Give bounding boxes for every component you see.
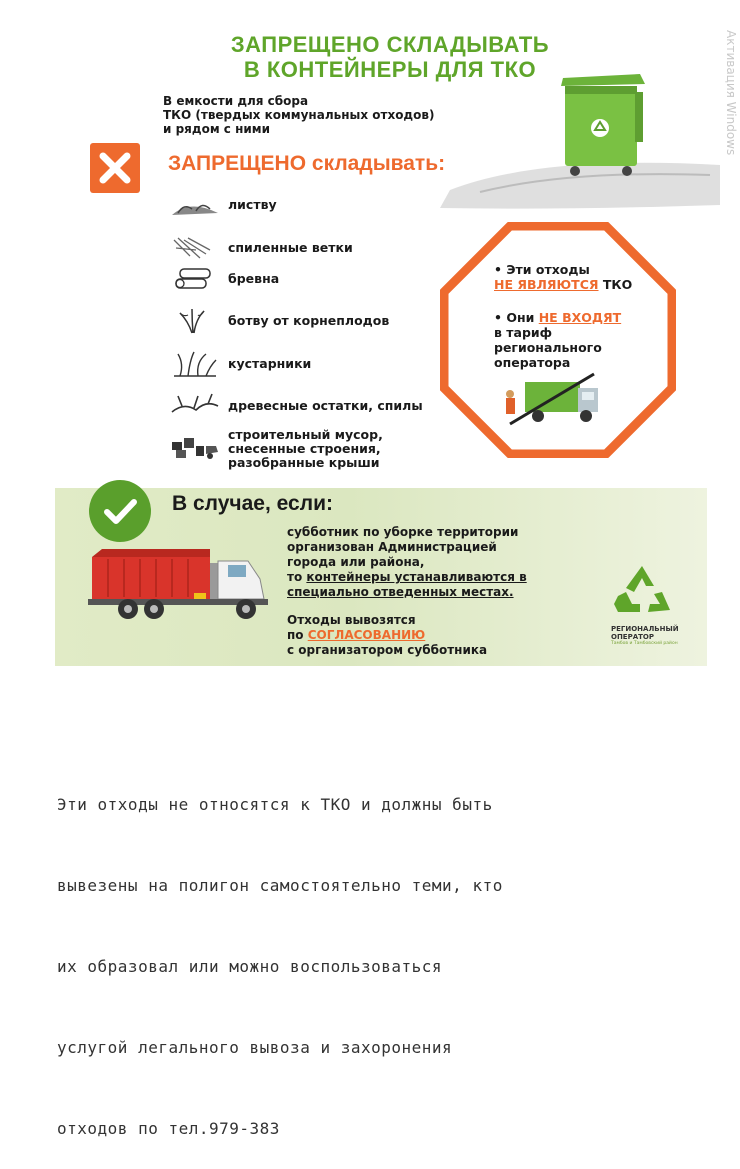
bottom-line-4: услугой легального вывоза и захоронения (57, 1038, 453, 1057)
case-removal (287, 613, 487, 658)
bottom-line-5: отходов по тел.979-383 (57, 1119, 280, 1138)
list-item (170, 392, 423, 420)
list-item (170, 428, 383, 470)
tko-label: ТКО (598, 277, 633, 292)
case-line-7a: по (287, 628, 308, 642)
item-label-line-2: снесенные строения, (228, 441, 381, 456)
construction-waste-icon (170, 432, 220, 460)
item-label-line-3: разобранные крыши (228, 455, 380, 470)
case-line-6: Отходы вывозятся (287, 613, 416, 627)
octagon-line-tariff: в тариф (494, 325, 553, 340)
crossed-truck-icon (500, 372, 605, 427)
forbidden-x-icon (90, 143, 140, 193)
list-item (170, 265, 279, 293)
logo-line-1: РЕГИОНАЛЬНЫЙ (611, 625, 679, 633)
item-label: листву (228, 197, 277, 212)
recycle-logo-icon (612, 562, 672, 618)
check-icon (89, 480, 151, 542)
item-label: бревна (228, 271, 280, 286)
list-item (170, 234, 353, 262)
garbage-truck-icon (88, 545, 273, 625)
logo-text (611, 625, 679, 641)
intro-line-3: и рядом с ними (163, 122, 271, 136)
case-line-8: с организатором субботника (287, 643, 488, 657)
bottom-line-2: вывезены на полигон самостоятельно теми, кто (57, 876, 503, 895)
item-label: кустарники (228, 356, 312, 371)
wood-remains-icon (170, 392, 220, 420)
case-line-3: города или района, (287, 555, 425, 569)
not-included-highlight: НЕ ВХОДЯТ (538, 310, 622, 325)
list-item (170, 307, 389, 335)
waste-bin-icon (555, 68, 650, 178)
intro-text (163, 94, 434, 136)
list-item (170, 191, 277, 219)
forbidden-heading: ЗАПРЕЩЕНО складывать: (168, 152, 446, 175)
case-title: В случае, если: (172, 492, 333, 515)
case-line-4b: контейнеры устанавливаются в (306, 570, 527, 584)
octagon-text-2 (494, 310, 621, 370)
intro-line-2: ТКО (твердых коммунальных отходов) (163, 108, 435, 122)
watermark (724, 30, 740, 220)
item-label: древесные остатки, спилы (228, 398, 423, 413)
bottom-line-3: их образовал или можно воспользоваться (57, 957, 443, 976)
octagon-text-1 (494, 262, 632, 292)
watermark-text: Активация Windows (724, 30, 738, 156)
item-label: ботву от корнеплодов (228, 313, 390, 328)
case-line-1: субботник по уборке территории (287, 525, 519, 539)
bush-icon (170, 350, 220, 378)
logo-line-2: ОПЕРАТОР (611, 633, 654, 641)
case-description (287, 525, 527, 600)
not-tko-highlight: НЕ ЯВЛЯЮТСЯ (494, 277, 599, 292)
agreement-highlight: СОГЛАСОВАНИЮ (307, 628, 426, 642)
logs-icon (170, 265, 220, 293)
list-item (170, 350, 311, 378)
octagon-line-regional: регионального (494, 340, 602, 355)
title-line-1: ЗАПРЕЩЕНО СКЛАДЫВАТЬ (230, 32, 550, 57)
intro-line-1: В емкости для сбора (163, 94, 309, 108)
case-line-2: организован Администрацией (287, 540, 497, 554)
item-label: спиленные ветки (228, 240, 353, 255)
case-line-4a: то (287, 570, 307, 584)
octagon-line-operator: оператора (494, 355, 571, 370)
title-line-2: В КОНТЕЙНЕРЫ ДЛЯ ТКО (243, 57, 537, 82)
bottom-line-1: Эти отходы не относятся к ТКО и должны быть (57, 795, 493, 814)
bottom-note (57, 737, 503, 1169)
branches-icon (170, 234, 220, 262)
item-label-line-1: строительный мусор, (228, 427, 383, 442)
tops-icon (170, 307, 220, 335)
leaves-icon (170, 191, 220, 219)
octagon-bullet-2: • Они (494, 310, 539, 325)
case-line-5: специально отведенных местах. (287, 585, 514, 599)
octagon-bullet-1: • Эти отходы (494, 262, 590, 277)
logo-subtitle: Тамбов и Тамбовский район (611, 641, 678, 646)
